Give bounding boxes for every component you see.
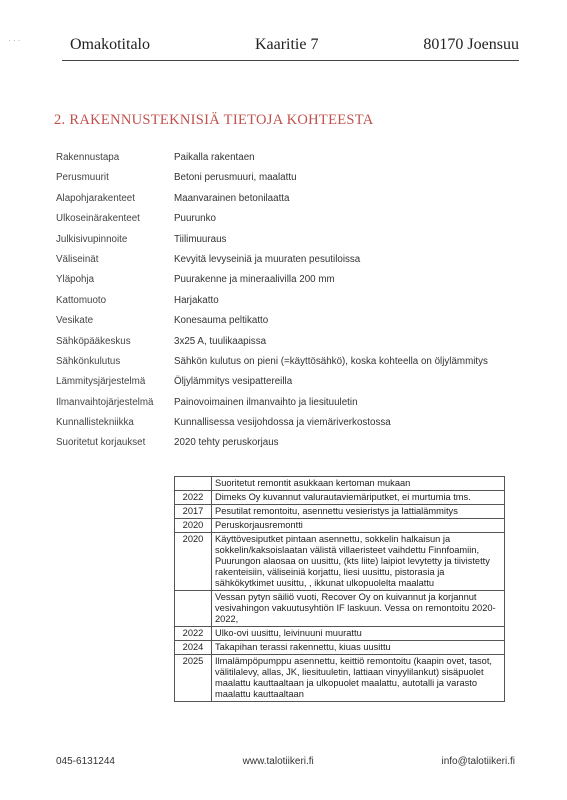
info-row [56, 397, 536, 417]
info-row [56, 437, 536, 457]
header-divider [62, 60, 519, 61]
info-label: Yläpohja [56, 274, 95, 286]
info-label: Vesikate [56, 315, 94, 327]
property-type: Omakotitalo [70, 36, 150, 53]
page-header [70, 36, 519, 54]
repair-year: 2022 [175, 627, 212, 641]
repair-year: 2017 [175, 505, 212, 519]
repairs-header-row [175, 477, 505, 491]
repairs-table [174, 476, 505, 702]
repairs-row [175, 519, 505, 533]
info-label: Suoritetut korjaukset [56, 437, 146, 449]
info-row [56, 213, 536, 233]
repair-description: Takapihan terassi rakennettu, kiuas uusittu [212, 641, 505, 655]
info-value: 3x25 A, tuulikaapissa [174, 335, 267, 347]
info-label: Rakennustapa [56, 152, 120, 163]
info-value: Tiilimuuraus [174, 233, 227, 245]
info-row [56, 234, 536, 254]
info-value: Harjakatto [174, 294, 219, 306]
info-row [56, 172, 536, 192]
repairs-row [175, 641, 505, 655]
info-value: Puurunko [174, 213, 216, 225]
info-value: Öljylämmitys vesipattereilla [174, 376, 293, 388]
info-row [56, 315, 536, 335]
info-label: Sähköpääkeskus [56, 335, 131, 347]
info-value: Sähkön kulutus on pieni (=käyttösähkö), koska kohteella on öljylämmitys [174, 355, 488, 367]
repair-description: Ilmalämpöpumppu asennettu, keittiö remontoitu (kaapin ovet, tasot, välitilalevy, allas, JK, liesituuletin, lattiaan vinyylilankut) sisäpuolet maalattu kauttaaltaan ja ulkopuolet maalattu, autotalli ja varasto maalattu kauttaaltaan [212, 655, 505, 702]
repair-year: 2020 [175, 533, 212, 591]
info-label: Julkisivupinnoite [56, 233, 128, 245]
info-label: Kunnallistekniikka [56, 417, 134, 429]
info-value: Betoni perusmuuri, maalattu [174, 172, 297, 184]
scan-specks: · · · [8, 36, 21, 45]
repair-year: 2025 [175, 655, 212, 702]
repair-description: Ulko-ovi uusittu, leivinuuni muurattu [212, 627, 505, 641]
info-label: Kattomuoto [56, 294, 107, 306]
footer-email: info@talotiikeri.fi [441, 756, 515, 767]
footer-phone: 045-6131244 [56, 756, 115, 767]
repair-year: 2020 [175, 519, 212, 533]
info-row [56, 417, 536, 437]
page-footer [56, 756, 515, 767]
info-row [56, 254, 536, 274]
info-value: Kunnallisessa vesijohdossa ja viemäriverkostossa [174, 417, 391, 429]
repair-description: Dimeks Oy kuvannut valurautaviemäriputket, ei murtumia tms. [212, 491, 505, 505]
info-label: Perusmuurit [56, 172, 109, 184]
repairs-row [175, 627, 505, 641]
info-label: Lämmitysjärjestelmä [56, 376, 146, 388]
info-row [56, 152, 536, 172]
info-value: Puurakenne ja mineraalivilla 200 mm [174, 274, 335, 286]
info-label: Sähkönkulutus [56, 355, 121, 367]
info-label: Ilmanvaihtojärjestelmä [56, 396, 154, 408]
repair-year: 2022 [175, 491, 212, 505]
info-value: Paikalla rakentaen [174, 152, 255, 163]
repairs-header-year-cell [175, 477, 212, 491]
info-label: Väliseinät [56, 253, 99, 265]
info-value: 2020 tehty peruskorjaus [174, 437, 279, 449]
property-postal: 80170 Joensuu [423, 36, 519, 53]
info-value: Painovoimainen ilmanvaihto ja liesituuletin [174, 396, 358, 408]
info-row [56, 376, 536, 396]
repair-description: Pesutilat remontoitu, asennettu vesieristys ja lattialämmitys [212, 505, 505, 519]
repair-year [175, 591, 212, 627]
info-label: Alapohjarakenteet [56, 192, 135, 204]
repair-year: 2024 [175, 641, 212, 655]
info-row [56, 356, 536, 376]
info-label: Ulkoseinärakenteet [56, 213, 140, 225]
building-info-list [56, 152, 536, 458]
repair-description: Käyttövesiputket pintaan asennettu, sokkelin halkaisun ja sokkelin/kaksoislaatan välistä villaeristeet vaihdettu Finnfoamiin, Puurungon alaosaa on uusittu, (kts liite) laipiot levytetty ja tiivistetty rakenteisiin, väliseiniä korjattu, liesi uusittu, pistorasia ja sähkökytkimet uusittu, , ikkunat ulkopuolelta maalattu [212, 533, 505, 591]
property-address: Kaaritie 7 [254, 36, 319, 53]
repairs-row [175, 655, 505, 702]
repair-description: Peruskorjausremontti [212, 519, 505, 533]
repairs-header-cell: Suoritetut remontit asukkaan kertoman mukaan [212, 477, 505, 491]
info-value: Maanvarainen betonilaatta [174, 192, 290, 204]
info-value: Konesauma peltikatto [174, 315, 269, 327]
info-row [56, 193, 536, 213]
repair-description: Vessan pytyn säiliö vuoti, Recover Oy on kuivannut ja korjannut vesivahingon vakuutusyhtiön IF laskuun. Vessa on remontoitu 2020-2022, [212, 591, 505, 627]
info-row [56, 295, 536, 315]
repairs-row [175, 491, 505, 505]
repairs-row [175, 533, 505, 591]
footer-website: www.talotiikeri.fi [242, 756, 314, 767]
info-row [56, 274, 536, 294]
repairs-row [175, 591, 505, 627]
info-row [56, 336, 536, 356]
repairs-row [175, 505, 505, 519]
section-title: 2. RAKENNUSTEKNISIÄ TIETOJA KOHTEESTA [54, 112, 374, 128]
info-value: Kevyitä levyseiniä ja muuraten pesutiloissa [174, 253, 361, 265]
